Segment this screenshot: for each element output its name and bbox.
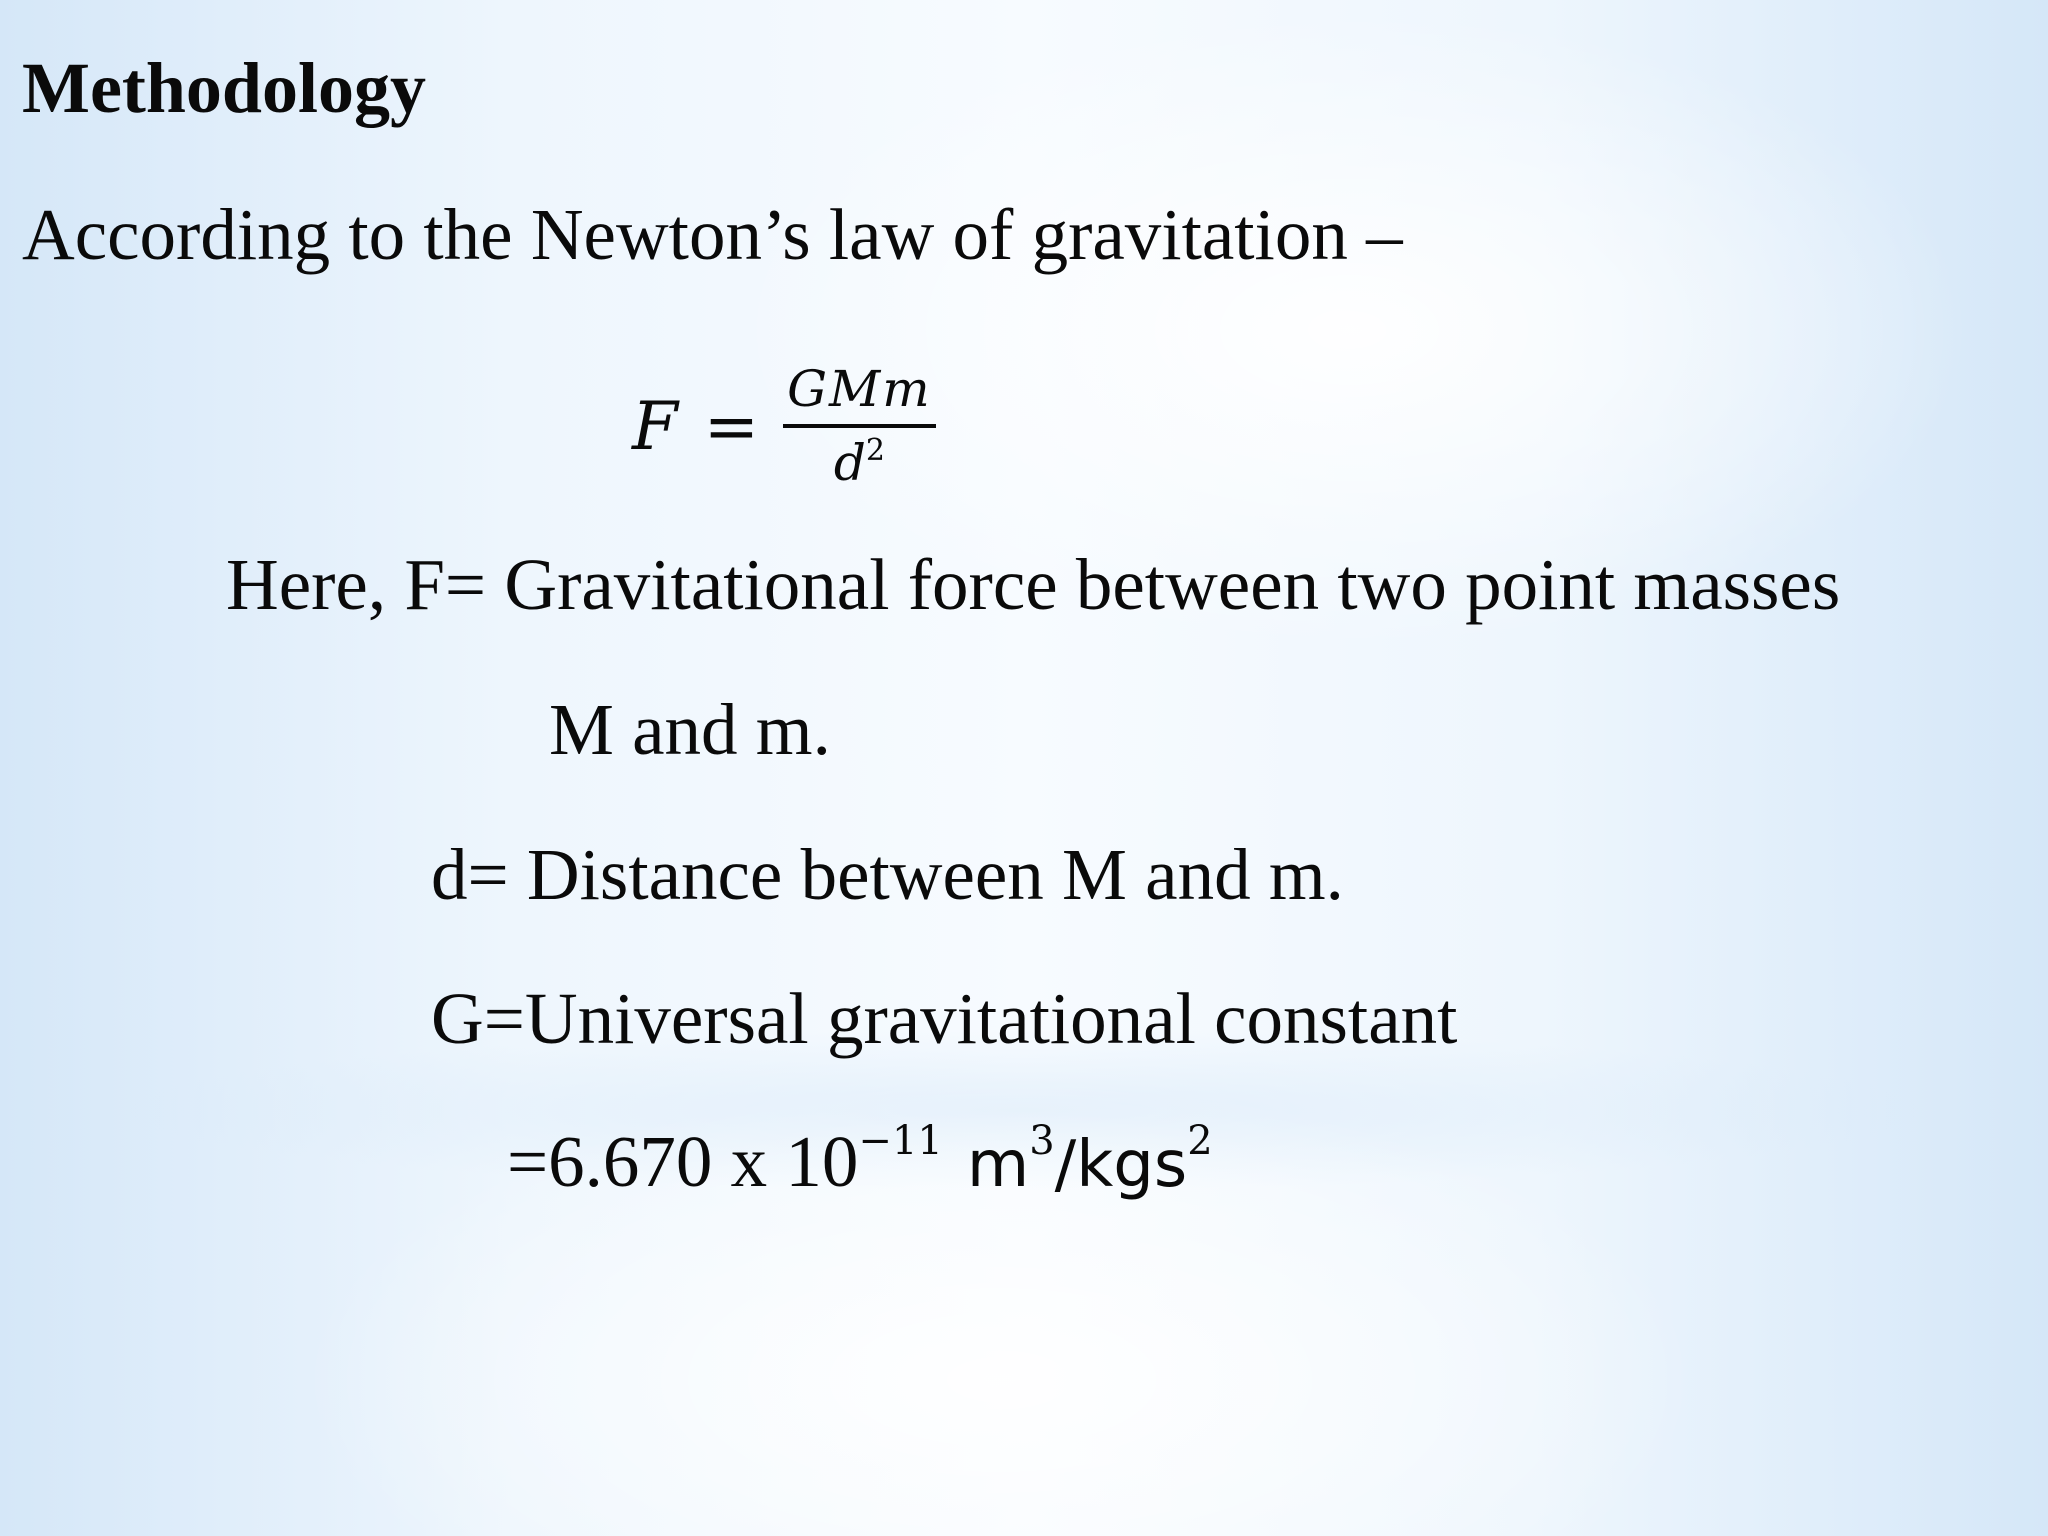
gravitation-equation xyxy=(632,356,936,496)
slide-title: Methodology xyxy=(22,48,426,128)
denominator-base: d xyxy=(833,434,866,492)
definition-force: Here, F= Gravitational force between two point masses xyxy=(226,544,1841,625)
constant-value-prefix: =6.670 x 10 xyxy=(507,1121,859,1202)
constant-unit-rest-exponent: 2 xyxy=(1187,1118,1213,1164)
constant-value xyxy=(507,1118,1213,1202)
constant-unit-base: m xyxy=(966,1128,1030,1202)
denominator-exponent: 2 xyxy=(865,433,885,468)
intro-text: According to the Newton’s law of gravitation – xyxy=(22,194,1403,275)
equation-fraction xyxy=(783,360,936,492)
equation-numerator: GMm xyxy=(783,360,936,428)
equation-lhs: F xyxy=(632,387,678,465)
constant-exponent: −11 xyxy=(858,1118,943,1164)
constant-unit-rest: /kgs xyxy=(1054,1128,1188,1202)
definition-constant: G=Universal gravitational constant xyxy=(431,978,1458,1059)
constant-unit-exponent: 3 xyxy=(1029,1118,1055,1164)
definition-force-continuation: M and m. xyxy=(549,689,831,770)
equation-denominator xyxy=(834,428,885,492)
definition-distance: d= Distance between M and m. xyxy=(431,834,1344,915)
equation-equals: = xyxy=(703,387,760,465)
